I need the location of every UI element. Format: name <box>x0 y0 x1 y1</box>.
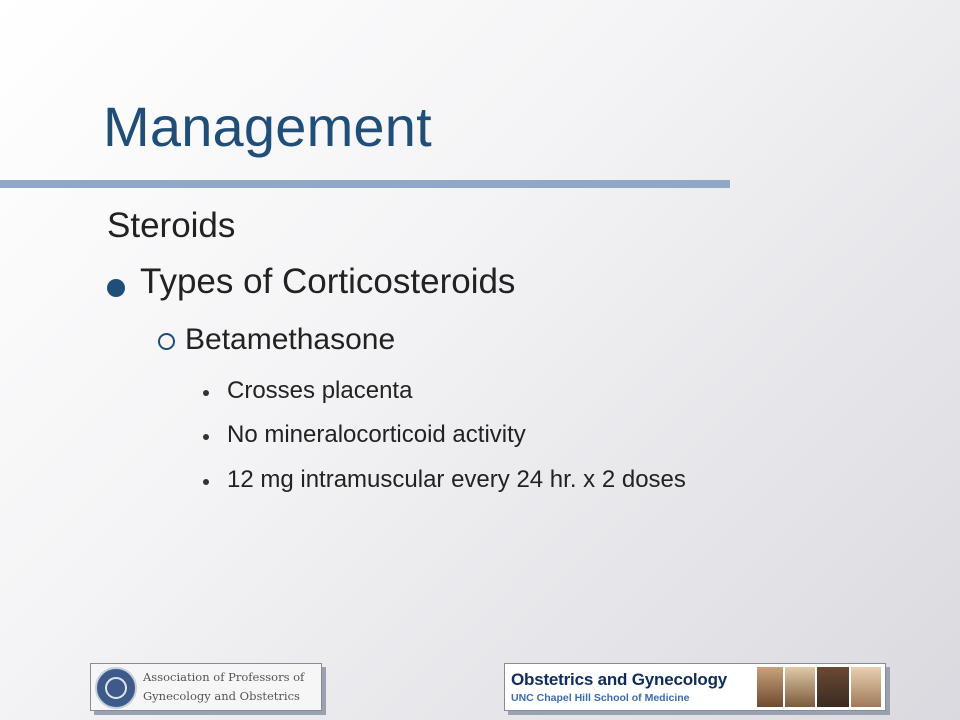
apgo-logo <box>90 663 322 711</box>
seal-icon <box>95 667 137 709</box>
photo-strip-image <box>757 667 783 707</box>
apgo-line-1: Association of Professors of <box>143 670 305 684</box>
bullet-betamethasone: Betamethasone <box>185 323 396 356</box>
ring-bullet-icon <box>158 333 175 350</box>
heading-steroids: Steroids <box>107 206 236 245</box>
photo-strip-image <box>817 667 849 707</box>
dot-bullet-icon <box>203 479 209 485</box>
apgo-line-2: Gynecology and Obstetrics <box>143 689 300 703</box>
bullet-crosses-placenta: Crosses placenta <box>227 377 413 404</box>
photo-strip-image <box>785 667 815 707</box>
bullet-dosage: 12 mg intramuscular every 24 hr. x 2 doses <box>227 466 686 493</box>
apgo-logo-text <box>143 668 304 706</box>
title-underline <box>0 180 730 188</box>
bullet-no-mineralocorticoid: No mineralocorticoid activity <box>227 421 526 448</box>
slide-title: Management <box>103 95 432 158</box>
bullet-types-of-corticosteroids: Types of Corticosteroids <box>140 262 516 301</box>
unc-logo-subtitle: UNC Chapel Hill School of Medicine <box>511 692 690 704</box>
dot-bullet-icon <box>203 434 209 440</box>
unc-obgyn-logo <box>504 663 886 711</box>
dot-bullet-icon <box>203 390 209 396</box>
disc-bullet-icon <box>107 279 125 297</box>
photo-strip-image <box>851 667 881 707</box>
unc-logo-title: Obstetrics and Gynecology <box>511 670 728 689</box>
